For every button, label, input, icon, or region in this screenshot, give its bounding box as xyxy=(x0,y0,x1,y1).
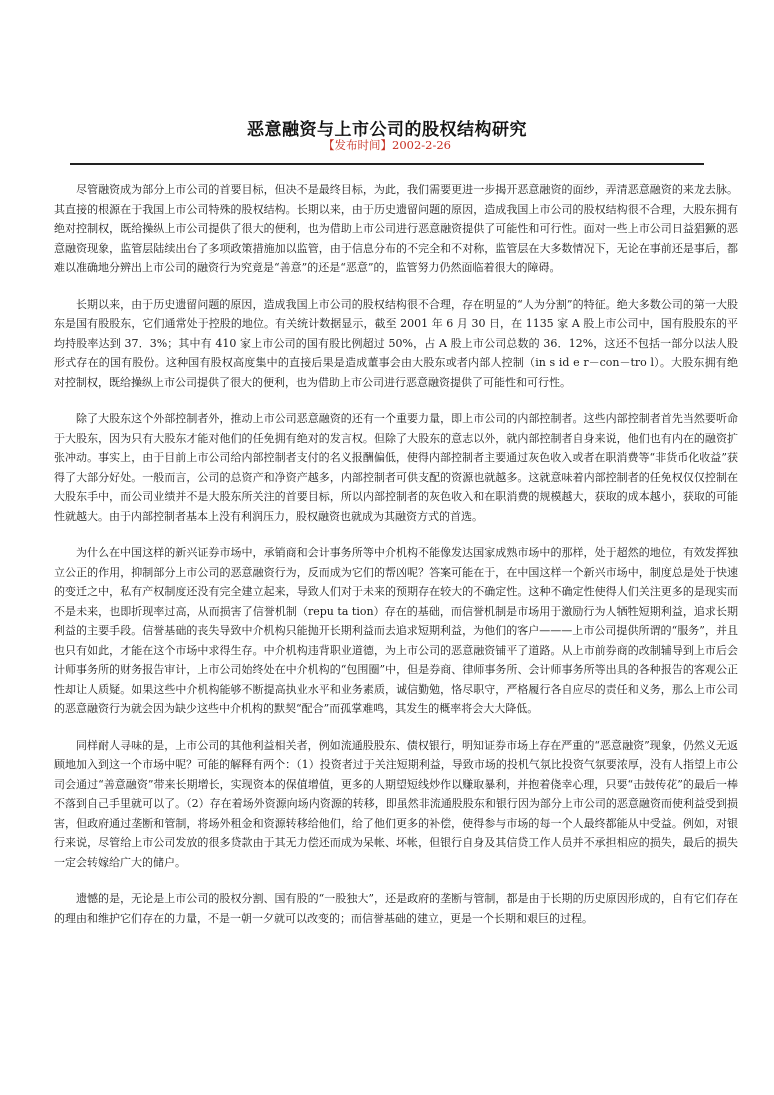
paragraph-3: 除了大股东这个外部控制者外，推动上市公司恶意融资的还有一个重要力量，即上市公司的内部控制者。这些内部控制者首先当然要听命于大股东，因为只有大股东才能对他们的任免拥有绝对的发言权。但除了大股东的意志以外，就内部控制者自身来说，他们也有内在的融资扩张冲动。事实上，由于目前上市公司给内部控制者支付的名义报酬偏低，使得内部控制者主要通过灰色收入或者在职消费等“非货币化收益”获得了大部分好处。一般而言，公司的总资产和净资产越多，内部控制者可供支配的资源也就越多。这就意味着内部控制者的任免权仅仅控制在大股东手中，而公司业绩并不是大股东所关注的首要目标，所以内部控制者的灰色收入和在职消费的规模越大，获取的成本越小，获取的可能性就越大。由于内部控制者基本上没有利润压力，股权融资也就成为其融资方式的首选。 xyxy=(54,412,738,523)
paragraph-4: 为什么在中国这样的新兴证券市场中，承销商和会计事务所等中介机构不能像发达国家成熟市场中的那样，处于超然的地位，有效发挥独立公正的作用，抑制部分上市公司的恶意融资行为，反而成为它们的帮凶呢？答案可能在于，在中国这样一个新兴市场中，制度总是处于快速的变迁之中，私有产权制度还没有完全建立起来，导致人们对于未来的预期存在较大的不确定性。这种不确定性使得人们关注更多的是现实而不是未来，也即折现率过高，从而损害了信誉机制（repu ta tion）存在的基础，而信誉机制是市场用于激励行为人牺牲短期利益，追求长期利益的主要手段。信誉基础的丧失导致中介机构只能抛开长期利益而去追求短期利益，为他们的客户———上市公司提供所谓的“服务”，并且也只有如此，才能在这个市场中求得生存。中介机构违背职业道德，为上市公司的恶意融资铺平了道路。从上市前券商的改制辅导到上市后会计师事务所的财务报告审计，上市公司始终处在中介机构的“包围圈”中，但是券商、律师事务所、会计师事务所等出具的各种报告的客观公正性却让人质疑。如果这些中介机构能够不断提高执业水平和业务素质，诚信勤勉，恪尽职守，严格履行各自应尽的责任和义务，那么上市公司的恶意融资行为就会因为缺少这些中介机构的默契“配合”而孤掌难鸣，其发生的概率将会大大降低。 xyxy=(54,546,738,715)
publish-date: 2002-2-26 xyxy=(392,138,451,152)
paragraph-6: 遗憾的是，无论是上市公司的股权分割、国有股的“一股独大”，还是政府的垄断与管制，都是由于长期的历史原因形成的，自有它们存在的理由和维护它们存在的力量，不是一朝一夕就可以改变的；而信誉基础的建立，更是一个长期和艰巨的过程。 xyxy=(54,892,738,925)
paragraph-5: 同样耐人寻味的是，上市公司的其他利益相关者，例如流通股股东、债权银行，明知证券市场上存在严重的“恶意融资”现象，仍然义无返顾地加入到这一个市场中呢？可能的解释有两个：（1）投资者过于关注短期利益，导致市场的投机气氛比投资气氛要浓厚，没有人指望上市公司会通过“善意融资”带来长期增长，实现资本的保值增值，更多的人期望短线炒作以赚取暴利，并抱着侥幸心理，只要“击鼓传花”的最后一棒不落到自己手里就可以了。（2）存在着场外资源向场内资源的转移，即虽然非流通股股东和银行因为部分上市公司的恶意融资而使利益受到损害，但政府通过垄断和管制，将场外租金和资源转移给他们，给了他们更多的补偿，使得参与市场的每一个人最终都能从中受益。例如，对银行来说，尽管给上市公司发放的很多贷款由于其无力偿还而成为呆帐、坏帐，但银行自身及其信贷工作人员并不承担相应的损失，最后的损失一定会转嫁给广大的储户。 xyxy=(54,738,738,869)
publish-date-line xyxy=(0,137,774,153)
title-divider xyxy=(70,163,704,165)
paragraph-1: 尽管融资成为部分上市公司的首要目标，但决不是最终目标，为此，我们需要更进一步揭开恶意融资的面纱，弄清恶意融资的来龙去脉。其直接的根源在于我国上市公司特殊的股权结构。长期以来，由于历史遗留问题的原因，造成我国上市公司的股权结构很不合理，大股东拥有绝对控制权，既给操纵上市公司提供了很大的便利，也为借助上市公司进行恶意融资提供了可能性和可行性。面对一些上市公司日益猖獗的恶意融资现象，监管层陆续出台了多项政策措施加以监管，由于信息分布的不完全和不对称，监管层在大多数情况下，无论在事前还是事后，都难以准确地分辨出上市公司的融资行为究竟是“善意”的还是“恶意”的，监管努力仍然面临着很大的障碍。 xyxy=(54,183,738,274)
article-body xyxy=(54,180,738,945)
paragraph-2: 长期以来，由于历史遗留问题的原因，造成我国上市公司的股权结构很不合理，存在明显的“人为分割”的特征。绝大多数公司的第一大股东是国有股股东，它们通常处于控股的地位。有关统计数据显示，截至 2001 年 6 月 30 日，在 1135 家 A 股上市公司中，国有股股东的平均持股率达到 37．3%；其中有 410 家上市公司的国有股比例超过 50%，占 A 股上市公司总数的 36．12%，这还不包括一部分以法人股形式存在的国有股份。这种国有股权高度集中的直接后果是造成董事会由大股东或者内部人控制（in s id e r－con－tro l）。大股东拥有绝对控制权，既给操纵上市公司提供了很大的便利，也为借助上市公司进行恶意融资提供了可能性和可行性。 xyxy=(54,297,738,389)
publish-label: 【发布时间】 xyxy=(323,138,392,152)
article-title: 恶意融资与上市公司的股权结构研究 xyxy=(247,120,527,141)
